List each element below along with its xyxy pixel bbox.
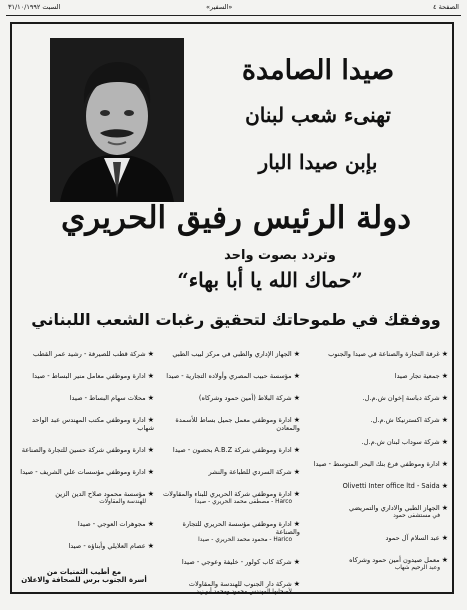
signatory-entry: [160, 394, 300, 402]
footer-greeting: [14, 568, 154, 584]
signatories-column-left: [14, 350, 154, 564]
entry-text: ادارة وموظفي معمل جميل بساط للأسمدة والمعادن: [175, 416, 300, 432]
signatory-entry: [160, 350, 300, 358]
signatory-entry: [300, 460, 448, 468]
entry-text: شركة البلاط (أمين حمود وشركاه): [198, 394, 292, 402]
entry-text: شركة السردي للطباعة والنشر: [208, 468, 292, 476]
signatory-entry: [14, 372, 154, 380]
entry-text: محلات سهام البساط - صيدا: [69, 394, 146, 402]
footer-line-1: مع أطيب التمنيات من: [46, 568, 122, 576]
signatory-entry: [160, 580, 300, 596]
entry-text: مؤسسة محمود صلاح الدين الزين: [55, 490, 146, 498]
signatory-entry: [160, 558, 300, 566]
signatory-entry: [300, 350, 448, 358]
signatory-entry: [300, 504, 448, 520]
headline-line-1: صيدا الصامدة: [241, 55, 395, 86]
signatory-entry: [14, 350, 154, 358]
entry-subtext: في مستشفى حمود: [393, 513, 440, 519]
quote-line: ”حماك الله يا أبا بهاء“: [177, 268, 363, 292]
entry-text: Olivetti Inter office ltd - Saida: [342, 482, 440, 490]
entry-text: عبد السلام آل حمود: [385, 534, 440, 542]
signatory-entry: [300, 416, 448, 424]
entry-text: ادارة وموظفي مؤسسات علي الشريف - صيدا: [20, 468, 146, 476]
signatory-entry: [14, 416, 154, 432]
signatory-entry: [160, 520, 300, 544]
issue-date: السبت ٣١/١٠/١٩٩٢: [8, 3, 61, 11]
entry-subtext: لأصحابها المهندس محمود ومحمد أبو زيد: [196, 589, 292, 595]
entry-text: شركة اكسترنيكا ش.م.ل.: [370, 416, 440, 424]
entry-subtext: وعبد الرحيم شهاب: [394, 565, 440, 571]
footer-line-2: أسرة الجنوب برس للصحافة والاعلان: [21, 576, 147, 584]
entry-text: غرفة التجارة والصناعة في صيدا والجنوب: [328, 350, 440, 358]
page-header: [6, 2, 461, 14]
entry-subtext: Harico - محمود محمد الحريري - صيدا: [198, 537, 292, 543]
signatory-entry: [300, 438, 448, 446]
headline-line-3: بإبن صيدا البار: [258, 150, 378, 174]
signatory-entry: [160, 446, 300, 454]
entry-text: ادارة وموظفي شركة الحريري للبناء والمقاولات: [162, 490, 292, 498]
signatory-entry: [160, 468, 300, 476]
newspaper-name: «السفير»: [206, 3, 233, 11]
entry-text: مؤسسة حبيب المصري وأولاده التجارية - صيدا: [166, 372, 292, 380]
entry-text: شركة قطب للصيرفة - رشيد عمر القطب: [33, 350, 146, 358]
entry-text: الجهاز الإداري والطبي في مركز لبيب الطبي: [172, 350, 292, 358]
signatory-entry: [14, 394, 154, 402]
entry-text: ادارة وموظفي فرع بنك البحر المتوسط - صيدا: [313, 460, 440, 468]
portrait-photo: [50, 38, 184, 202]
entry-text: ادارة وموظفي معامل منير البساط - صيدا: [32, 372, 146, 380]
signatory-entry: [14, 490, 154, 506]
prime-minister-name: دولة الرئيس رفيق الحريري: [60, 200, 412, 236]
wish-line: ووفقك في طموحاتك لتحقيق رغبات الشعب اللبناني: [31, 310, 441, 329]
entry-subtext: للهندسة والمقاولات: [99, 499, 146, 505]
signatory-entry: [14, 468, 154, 476]
entry-text: ادارة وموظفي شركة A.B.Z بحصون - صيدا: [172, 446, 292, 454]
signatory-entry: [160, 372, 300, 380]
signatory-entry: [300, 534, 448, 542]
entry-text: ادارة وموظفي مؤسسة الحريري للتجارة والصناعة: [182, 520, 300, 536]
entry-text: شركة سوداب لبنان ش.م.ل.: [361, 438, 440, 446]
signatory-entry: [14, 542, 154, 550]
page-number: الصفحة ٤: [433, 3, 459, 11]
header-rule: [6, 15, 461, 16]
entry-text: جمعية تجار صيدا: [394, 372, 440, 380]
signatory-entry: [160, 416, 300, 432]
entry-text: شركة دباسة إخوان ش.م.ل.: [362, 394, 440, 402]
entry-text: الجهاز الطبي والاداري والتمريضي: [348, 504, 440, 512]
signatories-column-middle: [160, 350, 300, 610]
subtitle-line: وتردد بصوت واحد: [224, 248, 336, 263]
entry-text: شركة كاب كولور - خليفة وعوجي - صيدا: [181, 558, 292, 566]
signatory-entry: [160, 490, 300, 506]
signatory-entry: [14, 446, 154, 454]
signatory-entry: [14, 520, 154, 528]
signatory-entry: [300, 372, 448, 380]
portrait-image: [50, 38, 184, 202]
entry-text: شركة دار الجنوب للهندسة والمقاولات: [188, 580, 292, 588]
signatory-entry: [300, 482, 448, 490]
signatory-entry: [300, 394, 448, 402]
signatory-entry: [300, 556, 448, 572]
entry-text: ادارة وموظفي شركة حسين للتجارة والصناعة: [21, 446, 146, 454]
headline-line-2: تهنىء شعب لبنان: [245, 103, 391, 127]
entry-text: معمل صيدون أمين حمود وشركاه: [349, 556, 440, 564]
entry-text: عصام العلايلي وأبناؤه - صيدا: [68, 542, 146, 550]
entry-text: ادارة وموظفي مكتب المهندس عبد الواحد شهاب: [31, 416, 154, 432]
signatories-column-right: [300, 350, 448, 586]
entry-subtext: Harco - مصطفى محمد الحريري - صيدا: [194, 499, 292, 505]
entry-text: مجوهرات العوجي - صيدا: [77, 520, 146, 528]
